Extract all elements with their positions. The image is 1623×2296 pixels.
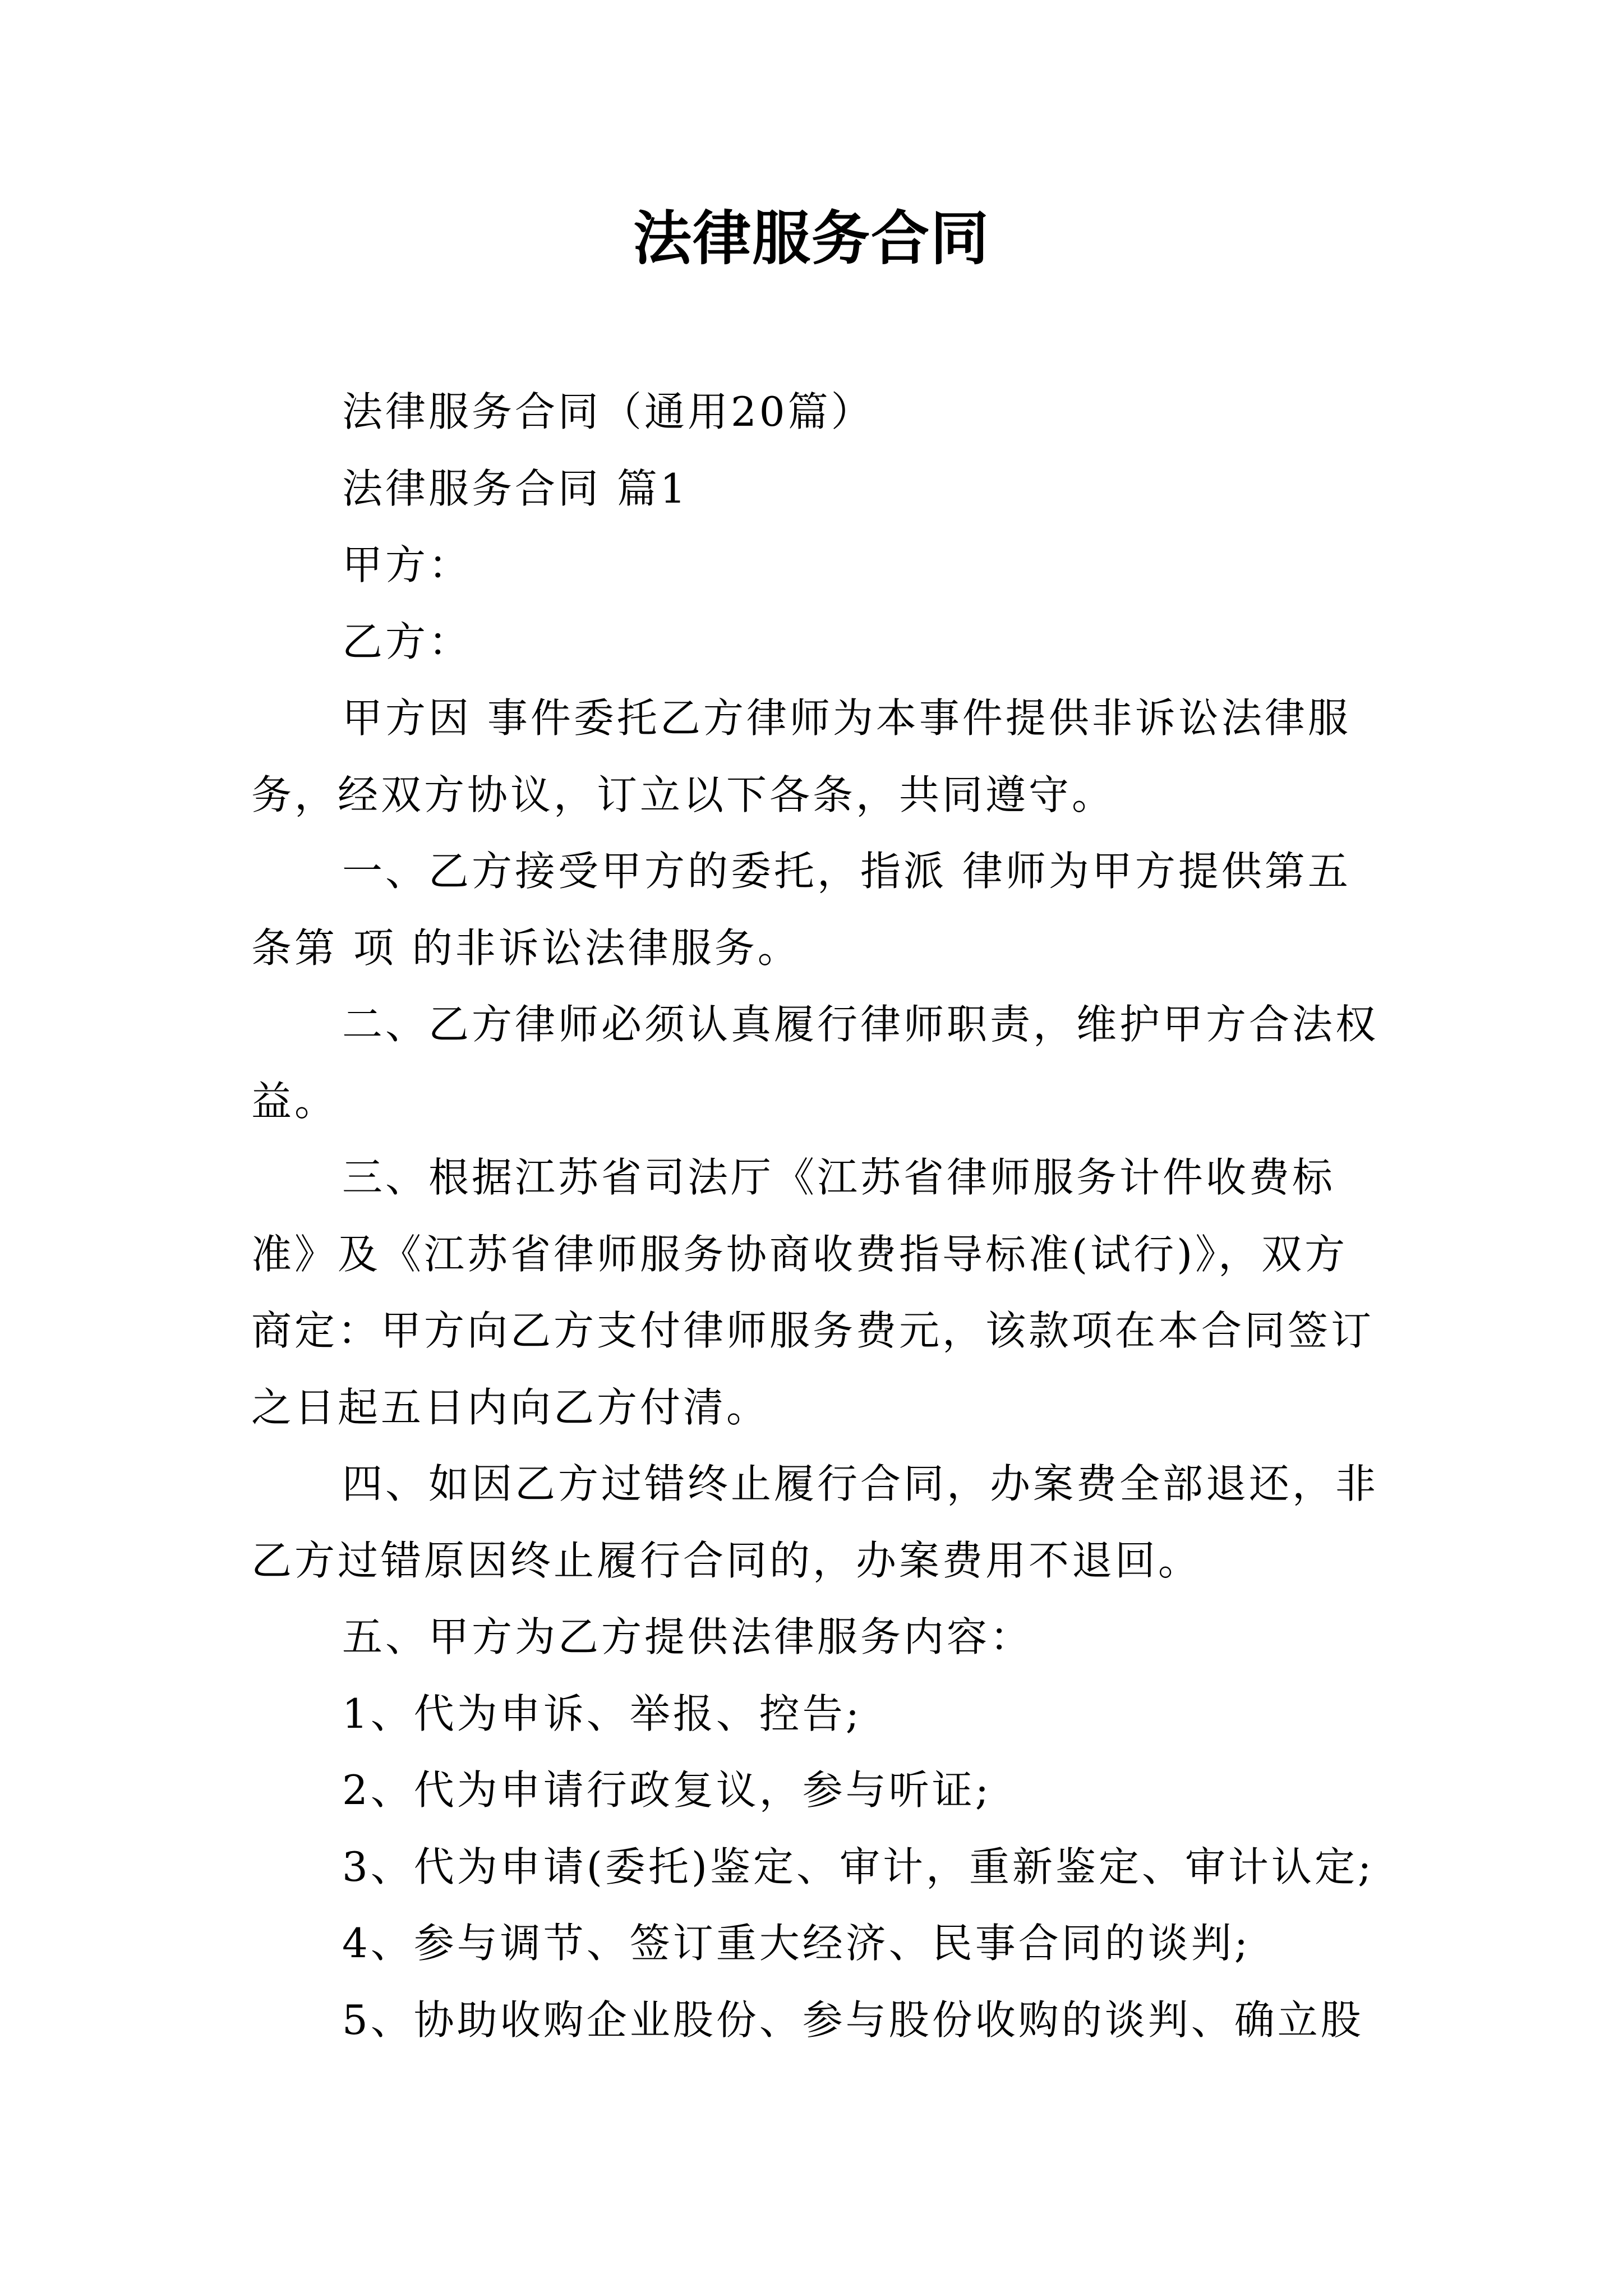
list-item-3: 3、代为申请(委托)鉴定、审计，重新鉴定、审计认定; (342, 1843, 1375, 1890)
list-item-4: 4、参与调节、签订重大经济、民事合同的谈判; (342, 1920, 1251, 1967)
paragraph-clause-2: 二、乙方律师必须认真履行律师职责，维护甲方合法权益。 (251, 1001, 1379, 1125)
document-title: 法律服务合同 (633, 204, 990, 273)
paragraph-part-heading: 法律服务合同 篇1 (342, 464, 689, 512)
paragraph-clause-1: 一、乙方接受甲方的委托，指派 律师为甲方提供第五条第 项 的非诉讼法律服务。 (251, 848, 1351, 972)
paragraph-clause-5: 五、甲方为乙方提供法律服务内容： (342, 1613, 1034, 1660)
paragraph-party-b: 乙方： (342, 618, 472, 665)
paragraph-clause-3: 三、根据江苏省司法厅《江苏省律师服务计件收费标准》及《江苏省律师服务协商收费指导标准(试行)》，双方商定：甲方向乙方支付律师服务费元，该款项在本合同签订之日起五日内向乙方付清。 (251, 1154, 1375, 1431)
paragraph-collection-title: 法律服务合同（通用20篇） (342, 388, 874, 435)
document-body (251, 374, 1390, 2058)
paragraph-clause-4: 四、如因乙方过错终止履行合同，办案费全部退还，非乙方过错原因终止履行合同的，办案费用不退回。 (251, 1460, 1379, 1584)
list-item-1: 1、代为申诉、举报、控告; (342, 1690, 863, 1737)
list-item-5: 5、协助收购企业股份、参与股份收购的谈判、确立股 (342, 1996, 1364, 2044)
paragraph-party-a: 甲方： (342, 541, 472, 588)
list-item-2: 2、代为申请行政复议，参与听证; (342, 1766, 992, 1814)
paragraph-preamble: 甲方因 事件委托乙方律师为本事件提供非诉讼法律服务，经双方协议，订立以下各条，共同遵守。 (251, 694, 1351, 818)
